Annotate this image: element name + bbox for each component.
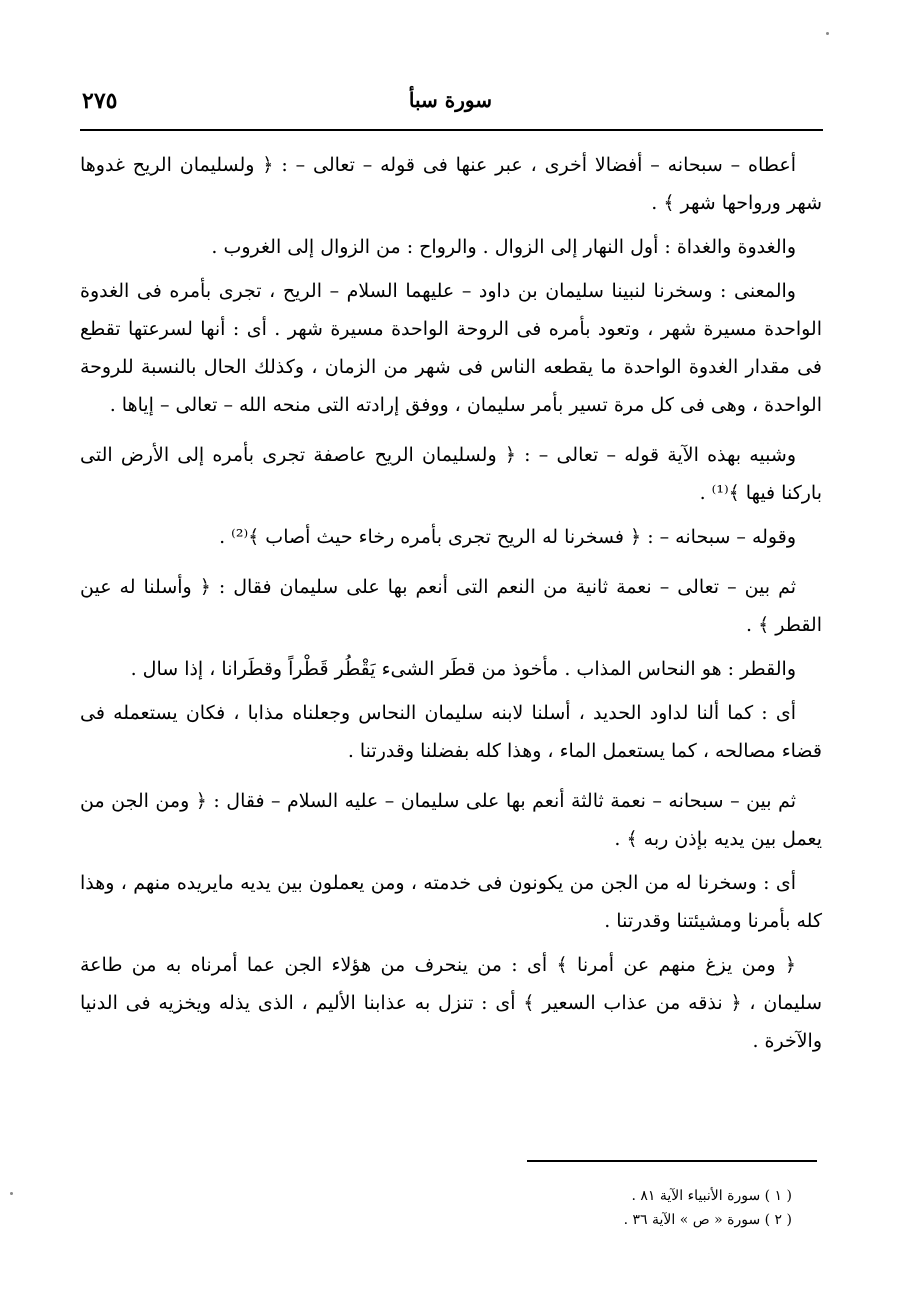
page-header bbox=[82, 86, 822, 120]
paragraph: والغدوة والغداة : أول النهار إلى الزوال . والرواح : من الزوال إلى الغروب . bbox=[211, 236, 796, 258]
paragraph: ثم بين – تعالى – نعمة ثانية من النعم التى أنعم بها على سليمان فقال : ﴿ وأسلنا له عين القطر ﴾ . bbox=[80, 576, 822, 636]
paragraph: ثم بين – سبحانه – نعمة ثالثة أنعم بها على سليمان – عليه السلام – فقال : ﴿ ومن الجن من يعمل بين يديه بإذن ربه ﴾ . bbox=[80, 790, 822, 850]
footnote: ( ١ ) سورة الأنبياء الآية ٨١ . bbox=[631, 1188, 792, 1204]
footnotes bbox=[400, 1184, 792, 1232]
header-rule bbox=[80, 129, 823, 131]
surah-title: سورة سبأ bbox=[408, 88, 492, 112]
paragraph: ﴿ ومن يزغ منهم عن أمرنا ﴾ أى : من ينحرف من هؤلاء الجن عما أمرناه به من طاعة سليمان ، ﴿ نذقه من عذاب السعير ﴾ أى : تنزل به عذابنا الأليم ، الذى يذله ويخزيه فى الدنيا والآخرة . bbox=[80, 954, 822, 1052]
footnote-rule bbox=[527, 1160, 817, 1162]
paragraph: أعطاه – سبحانه – أفضالا أخرى ، عبر عنها فى قوله – تعالى – : ﴿ ولسليمان الريح غدوها شهر ورواحها شهر ﴾ . bbox=[80, 154, 822, 214]
paragraph: وشبيه بهذه الآية قوله – تعالى – : ﴿ ولسليمان الريح عاصفة تجرى بأمره إلى الأرض التى باركنا فيها ﴾⁽¹⁾ . bbox=[80, 444, 822, 504]
paragraph: والقطر : هو النحاس المذاب . مأخوذ من قطَر الشىء يَقْطُر قَطْراً وقطَرانا ، إذا سال . bbox=[130, 658, 796, 680]
paragraph: أى : كما ألنا لداود الحديد ، أسلنا لابنه سليمان النحاس وجعلناه مذابا ، فكان يستعمله فى قضاء مصالحه ، كما يستعمل الماء ، وهذا كله بفضلنا وقدرتنا . bbox=[80, 702, 822, 762]
scan-speck bbox=[826, 32, 829, 35]
page-number: ٢٧٥ bbox=[82, 88, 118, 114]
main-text bbox=[80, 146, 822, 1066]
scan-speck bbox=[10, 1192, 13, 1195]
paragraph: أى : وسخرنا له من الجن من يكونون فى خدمته ، ومن يعملون بين يديه مايريده منهم ، وهذا كله بأمرنا ومشيئتنا وقدرتنا . bbox=[80, 872, 822, 932]
footnote: ( ٢ ) سورة « ص » الآية ٣٦ . bbox=[623, 1212, 792, 1228]
paragraph: وقوله – سبحانه – : ﴿ فسخرنا له الريح تجرى بأمره رخاء حيث أصاب ﴾⁽²⁾ . bbox=[219, 526, 796, 548]
paragraph: والمعنى : وسخرنا لنبينا سليمان بن داود – عليهما السلام – الريح ، تجرى بأمره فى الغدوة الواحدة مسيرة شهر ، وتعود بأمره فى الروحة الواحدة مسيرة شهر . أى : أنها لسرعتها تقطع فى مقدار الغدوة الواحدة ما يقطعه الناس فى شهر من الزمان ، وكذلك الحال بالنسبة للروحة الواحدة ، وهى فى كل مرة تسير بأمر سليمان ، ووفق إرادته التى منحه الله – تعالى – إياها . bbox=[80, 280, 822, 416]
